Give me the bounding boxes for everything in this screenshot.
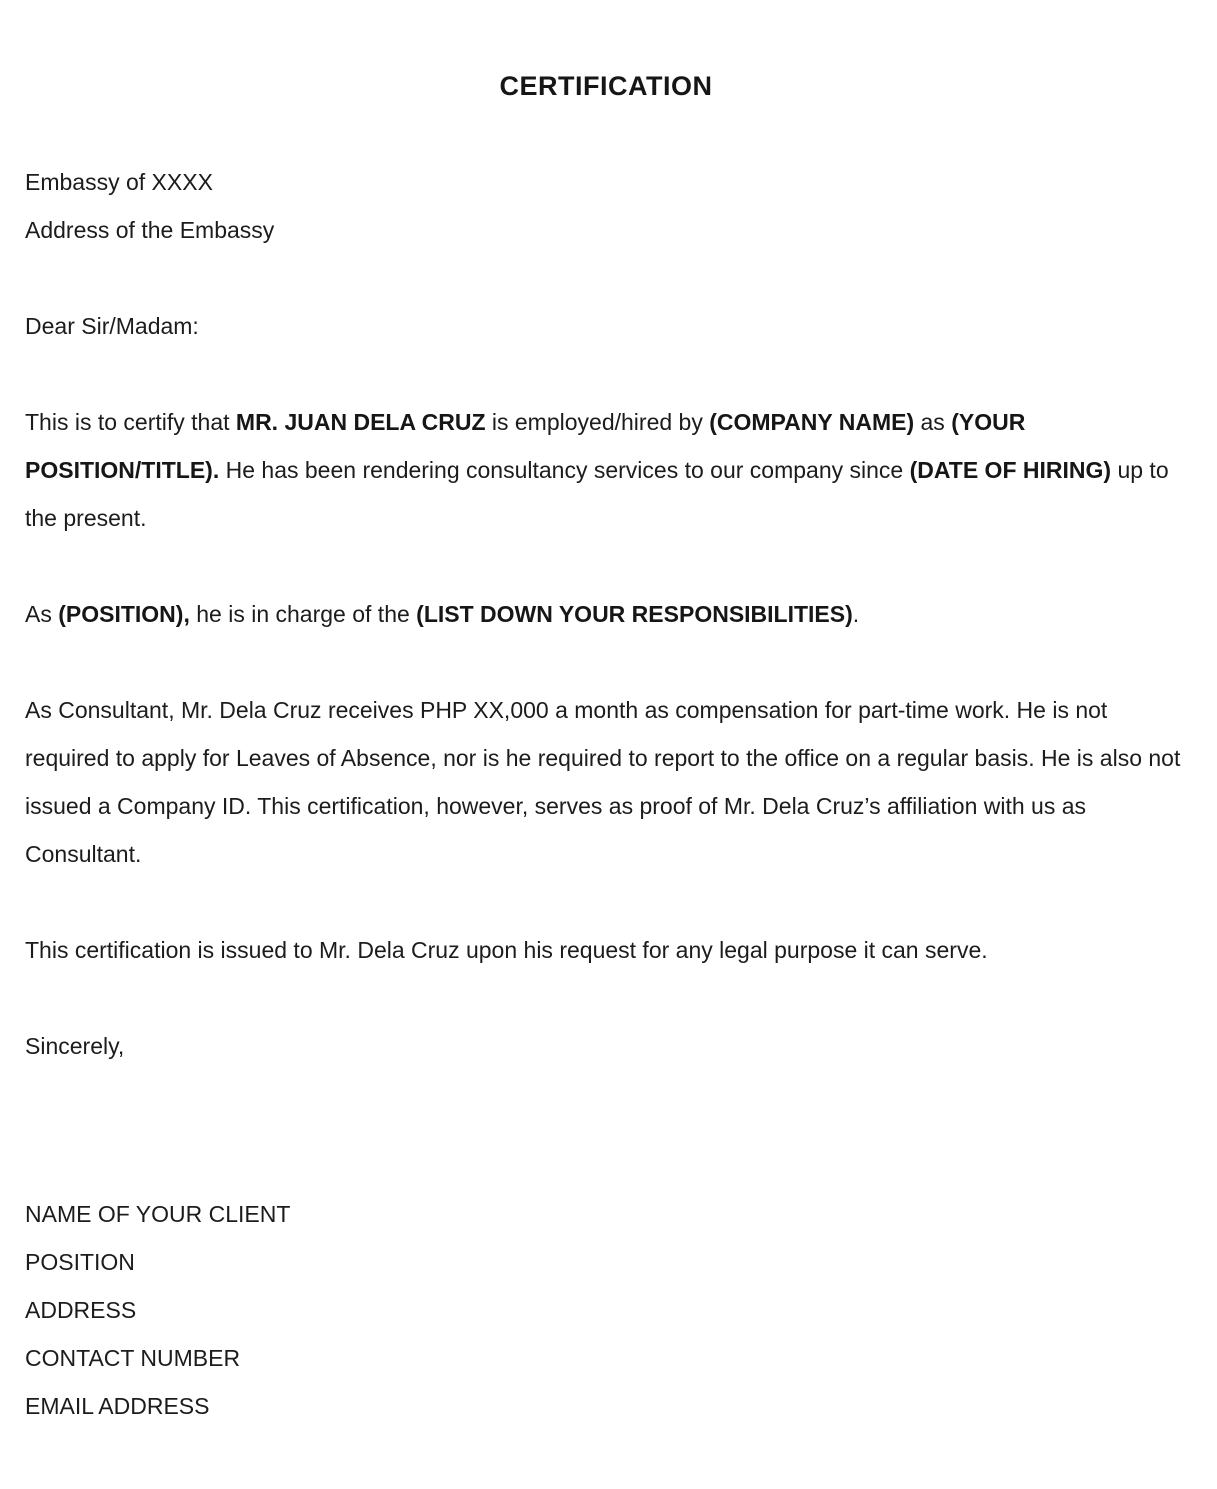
signature-line: EMAIL ADDRESS: [25, 1393, 210, 1419]
bold-text-segment: (DATE OF HIRING): [909, 457, 1112, 483]
closing-salutation: Sincerely,: [25, 1033, 125, 1059]
paragraph-compensation: [25, 686, 1187, 878]
paragraph-purpose: [25, 926, 1187, 974]
bold-text-segment: (POSITION),: [58, 601, 190, 627]
signature-block: [25, 1190, 1187, 1430]
text-segment: he is in charge of the: [189, 601, 417, 627]
bold-text-segment: MR. JUAN DELA CRUZ: [235, 409, 486, 435]
text-segment: as: [914, 409, 952, 435]
bold-text-segment: (COMPANY NAME): [709, 409, 915, 435]
text-segment: As: [25, 601, 59, 627]
signature-line: CONTACT NUMBER: [25, 1345, 241, 1371]
signature-line: ADDRESS: [25, 1297, 137, 1323]
text-segment: As Consultant, Mr. Dela Cruz receives PHP XX,000 a month as compensation for part-time work. He is not required to apply for Leaves of Absence, nor is he required to report to the office on a regular basis. He is also not issued a Company ID. This certification, however, serves as proof of Mr. Dela Cruz’s affiliation with us as Consultant.: [25, 697, 1181, 867]
paragraph-responsibilities: [25, 590, 1187, 638]
text-segment: This certification is issued to Mr. Dela Cruz upon his request for any legal purpose it can serve.: [25, 937, 988, 963]
paragraph-certify: [25, 398, 1187, 542]
signature-line: POSITION: [25, 1249, 135, 1275]
bold-text-segment: (LIST DOWN YOUR RESPONSIBILITIES): [416, 601, 853, 627]
text-segment: This is to certify that: [25, 409, 236, 435]
recipient-line: Embassy of XXXX: [25, 169, 213, 195]
recipient-line: Address of the Embassy: [25, 217, 275, 243]
signature-line: NAME OF YOUR CLIENT: [25, 1201, 291, 1227]
text-segment: .: [852, 601, 860, 627]
recipient-block: [25, 158, 1187, 254]
text-segment: He has been rendering consultancy services to our company since: [219, 457, 910, 483]
bold-text-segment: (YOUR POSITION/TITLE).: [25, 409, 1026, 483]
text-segment: up to the present.: [25, 457, 1169, 531]
text-segment: is employed/hired by: [485, 409, 710, 435]
document-title: CERTIFICATION: [499, 71, 713, 101]
salutation: Dear Sir/Madam:: [25, 313, 199, 339]
